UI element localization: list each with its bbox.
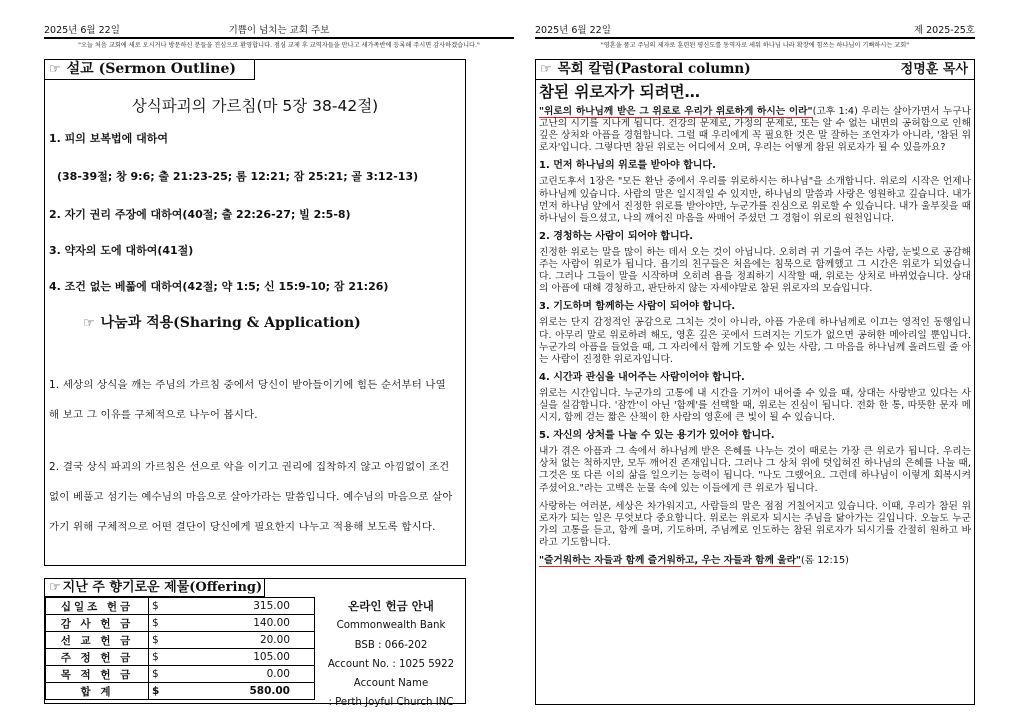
offering-header-label: 지난 주 향기로운 제물(Offering) (62, 580, 263, 595)
sharing-question: 2. 결국 상식 파괴의 가르침은 선으로 악을 이기고 권리에 집착하지 않고 아낌없이 조건 없이 베풀고 섬기는 예수님의 마음으로 살아가라는 말씀입니다. 예수님의 마음으로 살아가기 위해 구체적으로 어떤 결단이 당신에게 필요한지 나누고 적용해 보도록 합시다. (49, 461, 453, 533)
column-closing: 사랑하는 여러분, 세상은 차가워지고, 사람들의 말은 점점 거칠어지고 있습니다. 이때, 우리가 참된 위로자가 되는 일은 무엇보다 중요합니다. 위로는 위로자 되시는 주님을 닮아가는 길입니다. 오늘도 누군가의 고통을 듣고, 함께 울며, 기도하며, 주님께로 인도하는 참된 위로자가 되시기를 간절히 원하고 바라고 기도합니다. (539, 500, 971, 548)
section-text: 진정한 위로는 말을 많이 하는 데서 오는 것이 아닙니다. 오히려 귀 기울여 주는 사람, 눈빛으로 공감해 주는 사람이 위로가 됩니다. 욥기의 친구들은 처음에는 침묵으로 함께했고 그 시간은 위로가 되었습니다. 그러나 그들이 말을 시작하며 오히려 욥을 정죄하기 시작할 때, 위로는 상처로 바뀌었습니다. 상대의 아픔에 대해 경청하고, 판단하지 않는 자세야말로 참된 위로자의 모습입니다. (539, 246, 971, 295)
issue-number: 제 2025-25호 (913, 25, 975, 36)
section-heading: 4. 시간과 관심을 내어주는 사람이어야 합니다. (539, 371, 745, 383)
closing-verse-quote: "즐거워하는 자들과 함께 즐거워하고, 우는 자들과 함께 울라" (539, 555, 801, 566)
sermon-point-refs: (38-39절; 창 9:6; 출 21:23-25; 롬 12:21; 잠 25:21; 골 3:12-13) (57, 170, 419, 183)
left-page (44, 0, 514, 720)
currency-symbol: $ (149, 649, 176, 666)
table-row (46, 598, 315, 615)
closing-verse-ref: (롬 12:15) (800, 555, 849, 566)
section-heading: 1. 먼저 하나님의 위로를 받아야 합니다. (539, 160, 716, 172)
currency-symbol: $ (149, 615, 176, 632)
offering-amount: 315.00 (175, 598, 315, 615)
intro-text: (고후 1:4) 우리는 살아가면서 누구나 고난의 시기를 지나게 됩니다. 건강의 문제로, 가정의 문제로, 또는 알 수 없는 내면의 공허함으로 인해 깊은 상처와 아픔을 경험합니다. 그럴 때 우리에게 꼭 필요한 것은 말 잘하는 조언자가 아니라, '참된 위로자'입니다. 그렇다면 참된 위로는 어디에서 오며, 우리는 어떻게 참된 위로자가 될 수 있을까요? (539, 106, 971, 154)
currency-symbol: $ (149, 632, 176, 649)
bank-account-name: : Perth Joyful Church INC (328, 697, 454, 709)
sermon-point: 3. 약자의 도에 대하여(41절) (49, 244, 194, 257)
bulletin-header (44, 22, 514, 38)
header-rule (44, 37, 514, 39)
section-text: 고린도후서 1장은 "모든 환난 중에서 우리를 위로하시는 하나님"을 소개합니다. 위로의 시작은 언제나 하나님께 있습니다. 사람의 말은 일시적일 수 있지만, 하나님의 말씀과 사랑은 영원하고 깊습니다. 내가 먼저 하나님 앞에서 진정한 위로를 받아야만, 누군가를 진심으로 위로할 수 있습니다. 내가 울부짖을 때 하나님이 들으셨고, 나의 깨어진 마음을 싸매어 주셨던 그 경험이 위로의 원천입니다. (539, 176, 971, 224)
offering-total-amount: 580.00 (175, 683, 315, 700)
pointing-hand-icon: ☞ (83, 316, 95, 331)
bank-name: Commonwealth Bank (336, 620, 446, 632)
column-title: 참된 위로자가 되려면… (539, 83, 701, 101)
sharing-title (83, 312, 361, 332)
section-text: 내가 겪은 아픔과 그 속에서 하나님께 받은 은혜를 나누는 것이 때로는 가장 큰 위로가 됩니다. 우리는 상처 없는 척하지만, 모두 깨어진 존재입니다. 그러나 그 상처 위에 덧입혀진 하나님의 은혜를 나눌 때, 그것은 또 다른 이의 삶을 일으키는 능력이 됩니다. "나도 그랬어요. 그런데 하나님이 이렇게 회복시켜 주셨어요."라는 고백은 눈물 속에 있는 이들에게 큰 위로가 됩니다. (539, 446, 971, 494)
pointing-hand-icon: ☞ (540, 62, 552, 77)
sharing-title-label: 나눔과 적용(Sharing & Application) (100, 315, 361, 331)
intro-quote: "위로의 하나님께 받은 그 위로로 우리가 위로하게 하시는 이라" (539, 106, 813, 117)
sharing-question: 1. 세상의 상식을 깨는 주님의 가르침 중에서 당신이 받아들이기에 힘든 순서부터 나열해 보고 그 이유를 구체적으로 나누어 봅시다. (49, 379, 446, 421)
pastoral-column-box (535, 59, 975, 705)
sermon-title: 상식파괴의 가르침(마 5장 38-42절) (131, 97, 379, 115)
currency-symbol: $ (149, 598, 176, 615)
offering-label: 주 정 헌 금 (46, 649, 149, 666)
offering-amount: 0.00 (175, 666, 315, 683)
column-intro (539, 106, 971, 154)
bulletin-date: 2025년 6월 22일 (535, 25, 611, 36)
section-heading: 5. 자신의 상처를 나눌 수 있는 용기가 있어야 합니다. (539, 430, 775, 442)
sermon-header (45, 60, 255, 80)
column-body (539, 106, 971, 570)
pointing-hand-icon: ☞ (49, 62, 61, 77)
offering-amount: 140.00 (175, 615, 315, 632)
offering-label: 선 교 헌 금 (46, 632, 149, 649)
bulletin-header (535, 22, 975, 38)
church-vision-motto: "영혼을 품고 주님의 제자로 훈련된 평신도를 동역자로 세워 하나님 나라 확장에 힘쓰는 하나님이 기뻐하시는 교회" (600, 42, 910, 49)
bank-bsb: BSB : 066-202 (354, 639, 428, 651)
column-header-label: 목회 칼럼(Pastoral column) (557, 61, 751, 77)
section-heading: 3. 기도하며 함께하는 사람이 되어야 합니다. (539, 301, 736, 313)
offering-box (44, 578, 466, 709)
bank-account-name-label: Account Name (353, 678, 429, 690)
online-offering-title: 온라인 헌금 안내 (348, 599, 434, 613)
welcome-motto: "오늘 처음 교회에 새로 오시거나 방문하신 분들을 진심으로 환영합니다. 점심 교제 후 교역자들을 만나고 새가족반에 등록해 주시면 감사하겠습니다." (78, 42, 480, 49)
sermon-point: 2. 자기 권리 주장에 대하여(40절; 출 22:26-27; 빌 2:5-8) (49, 208, 351, 221)
offering-total-label: 합 계 (46, 683, 149, 700)
offering-label: 십일조 헌금 (46, 598, 149, 615)
sermon-header-label: 설교 (Sermon Outline) (66, 61, 236, 77)
offering-label: 감 사 헌 금 (46, 615, 149, 632)
table-row (46, 666, 315, 683)
header-rule (535, 37, 975, 39)
pointing-hand-icon: ☞ (49, 580, 61, 595)
offering-header (45, 579, 265, 597)
table-row-total (46, 683, 315, 700)
section-heading: 2. 경청하는 사람이 되어야 합니다. (539, 230, 694, 242)
offering-amount: 20.00 (175, 632, 315, 649)
sermon-outline-box (44, 59, 466, 566)
offering-table (45, 597, 315, 700)
currency-symbol: $ (149, 666, 176, 683)
offering-label: 목 적 헌 금 (46, 666, 149, 683)
closing-verse (539, 555, 971, 567)
section-text: 위로는 시간입니다. 누군가의 고통에 내 시간을 기꺼이 내어줄 수 있을 때, 상대는 사랑받고 있다는 사실을 실감합니다. '잠깐'이 아닌 '함께'를 선택할 때, 위로는 진심이 됩니다. 전화 한 통, 따뜻한 문자 메시지, 함께 걷는 짧은 산책이 한 사람의 영혼에 큰 빛이 될 수 있습니다. (539, 387, 971, 424)
column-header (536, 60, 974, 80)
table-row (46, 615, 315, 632)
offering-amount: 105.00 (175, 649, 315, 666)
bulletin-title: 기쁨이 넘치는 교회 주보 (228, 25, 330, 36)
bulletin-date: 2025년 6월 22일 (44, 25, 120, 36)
right-page (535, 0, 975, 720)
sermon-point: 4. 조건 없는 베풂에 대하여(42절; 약 1:5; 신 15:9-10; 잠 21:26) (49, 280, 389, 293)
column-author: 정명훈 목사 (900, 62, 968, 77)
sermon-point: 1. 피의 보복법에 대하여 (49, 132, 168, 145)
bank-account-no: Account No. : 1025 5922 (327, 658, 455, 670)
table-row (46, 649, 315, 666)
section-text: 위로는 단지 감정적인 공감으로 그치는 것이 아니라, 아픔 가운데 하나님께로 이끄는 영적인 동행입니다. 아무리 말로 위로하려 해도, 영혼 깊은 곳에서 드려지는 기도가 없으면 공허한 메아리일 뿐입니다. 누군가의 아픔을 들었을 때, 그 자리에서 함께 기도할 수 있는 사람, 그 마음을 하나님께 올려드릴 줄 아는 사람이 진정한 위로자입니다. (539, 317, 971, 365)
online-offering-info (321, 597, 461, 713)
currency-symbol: $ (149, 683, 176, 700)
table-row (46, 632, 315, 649)
